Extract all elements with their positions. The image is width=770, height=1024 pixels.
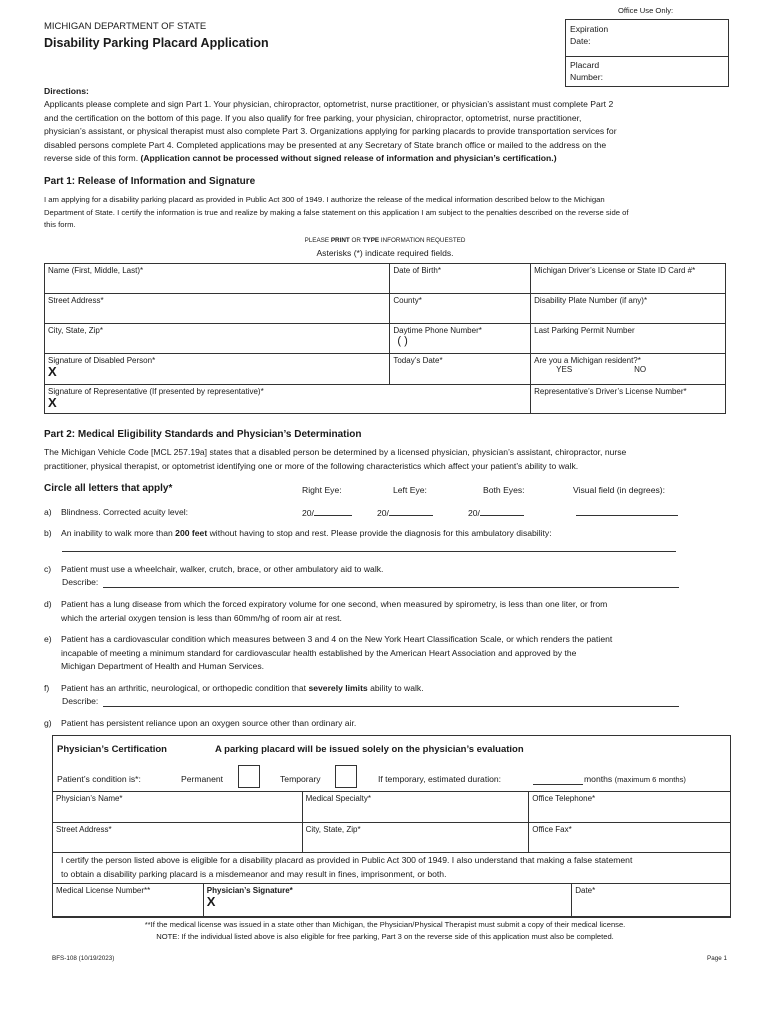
temporary-duration-label: If temporary, estimated duration: [378, 774, 502, 784]
certification-subtitle: A parking placard will be issued solely on the physician’s evaluation [215, 744, 524, 755]
asterisks-note: Asterisks (*) indicate required fields. [316, 248, 454, 258]
describe-f-input[interactable] [103, 706, 679, 707]
part1-text: I am applying for a disability parking placard as provided in Public Act 300 of 1949. I authorize the release of the medical information described below to the Michigan Department of State. I certify the information is true and realize by making a false statement on this application I am subject to the penalties described on the reverse side of this form. [44, 195, 629, 229]
city-state-zip-field[interactable]: City, State, Zip* [45, 324, 390, 354]
physician-signature-table [52, 883, 731, 917]
directions-line: disabled persons complete Part 4. Completed applications may be presented at any Secretary of State branch office or mailed to the address on the [44, 139, 607, 150]
directions-line: and the certification on the bottom of this page. If you also qualify for free parking, your physician, chiropractor, optometrist, nurse practitioner, [44, 112, 582, 123]
part1-table [44, 263, 726, 414]
directions-line: Applicants please complete and sign Part 1. Your physician, chiropractor, optometrist, nurse practitioner, or physician’s assistant must complete Part 2 [44, 99, 614, 109]
please-print-note: PLEASE PRINT OR TYPE INFORMATION REQUESTED [304, 237, 466, 244]
office-use-only-label: Office Use Only: [618, 6, 674, 15]
directions-text [44, 98, 734, 166]
criterion-d[interactable]: d) Patient has a lung disease from which the forced expiratory volume for one second, when measured by spirometry, is less than one liter, or from which the arterial oxygen tension is less than 60mm/hg of room air at rest. [44, 599, 608, 623]
right-eye-label: Right Eye: [302, 485, 342, 495]
disabled-signature-field[interactable]: Signature of Disabled Person* X [45, 354, 390, 385]
office-telephone-field[interactable]: Office Telephone* [529, 792, 731, 823]
both-eyes-acuity-input[interactable]: 20/ [468, 506, 524, 521]
diagnosis-input[interactable] [62, 551, 676, 552]
criterion-f[interactable]: f) Patient has an arthritic, neurological, or orthopedic condition that severely limits ability to walk. [44, 683, 424, 693]
footer-note-license: **If the medical license was issued in a state other than Michigan, the Physician/Physical Therapist must submit a copy of their medical license. [144, 920, 626, 929]
both-eyes-label: Both Eyes: [483, 485, 525, 495]
michigan-resident-field[interactable]: Are you a Michigan resident?* YES NO [531, 354, 726, 385]
todays-date-field[interactable]: Today’s Date* [390, 354, 531, 385]
physician-signature-field[interactable]: Physician’s Signature* X [203, 884, 571, 917]
expiration-date-label: Expiration Date: [570, 24, 609, 46]
page-title: Disability Parking Placard Application [44, 36, 269, 50]
page-number: Page 1 [707, 955, 727, 962]
part2-heading: Part 2: Medical Eligibility Standards and Physician’s Determination [44, 429, 362, 440]
describe-c-label: Describe: [62, 577, 99, 587]
criterion-g[interactable]: g) Patient has persistent reliance upon an oxygen source other than ordinary air. [44, 718, 357, 728]
criterion-a[interactable]: a) Blindness. Corrected acuity level: [44, 507, 189, 517]
representative-license-field[interactable]: Representative’s Driver’s License Number* [531, 385, 726, 414]
months-label: months (maximum 6 months) [584, 774, 686, 784]
permanent-label: Permanent [181, 774, 224, 784]
right-eye-acuity-input[interactable]: 20/ [302, 506, 352, 521]
patient-condition-label: Patient’s condition is*: [57, 774, 141, 784]
directions-line-last: reverse side of this form. (Application cannot be processed without signed release of information and physician’s certification.) [44, 153, 557, 164]
temporary-checkbox[interactable] [335, 765, 357, 788]
resident-yes-option[interactable]: YES [556, 365, 573, 374]
describe-f-label: Describe: [62, 696, 99, 706]
part2-text: The Michigan Vehicle Code [MCL 257.19a] states that a disabled person be determined by a licensed physician, physician’s assistant, chiropractor, nurse practitioner, physical therapist, or optometrist identifying one or more of the following characteristics which affect your patient’s ability to walk. [44, 447, 627, 471]
physician-name-field[interactable]: Physician’s Name* [53, 792, 303, 823]
circle-all-label: Circle all letters that apply* [44, 483, 173, 494]
temporary-duration-input[interactable] [533, 784, 583, 785]
form-id: BFS-108 (10/19/2023) [52, 955, 115, 962]
license-field[interactable]: Michigan Driver’s License or State ID Card #* [531, 264, 726, 294]
medical-specialty-field[interactable]: Medical Specialty* [302, 792, 529, 823]
office-fax-field[interactable]: Office Fax* [529, 823, 731, 853]
dob-field[interactable]: Date of Birth* [390, 264, 531, 294]
physician-city-field[interactable]: City, State, Zip* [302, 823, 529, 853]
certification-statement: I certify the person listed above is eligible for a disability placard as provided in Public Act 300 of 1949. I also understand that making a false statement to obtain a disability parking placard is a misdemeanor and may result in fines, imprisonment, or both. [61, 855, 633, 879]
department-name: MICHIGAN DEPARTMENT OF STATE [44, 21, 207, 32]
left-eye-label: Left Eye: [393, 485, 427, 495]
placard-number-label: Placard Number: [570, 60, 603, 82]
representative-signature-field[interactable]: Signature of Representative (If presented by representative)* X [45, 385, 531, 414]
visual-field-input[interactable] [576, 506, 678, 521]
certification-title: Physician’s Certification [57, 744, 167, 755]
physician-street-field[interactable]: Street Address* [53, 823, 303, 853]
placard-number-box[interactable] [565, 56, 729, 87]
daytime-phone-field[interactable]: Daytime Phone Number* ( ) [390, 324, 531, 354]
name-field[interactable]: Name (First, Middle, Last)* [45, 264, 390, 294]
visual-field-label: Visual field (in degrees): [573, 485, 666, 495]
part1-heading: Part 1: Release of Information and Signature [44, 176, 256, 187]
disability-plate-field[interactable]: Disability Plate Number (if any)* [531, 294, 726, 324]
footer-note-free-parking: NOTE: If the individual listed above is also eligible for free parking, Part 3 on the reverse side of this application must also be completed. [156, 932, 614, 941]
physician-info-table [52, 791, 731, 853]
medical-license-field[interactable]: Medical License Number** [53, 884, 204, 917]
resident-no-option[interactable]: NO [634, 365, 647, 374]
directions-heading: Directions: [44, 86, 89, 96]
permanent-checkbox[interactable] [238, 765, 260, 788]
street-address-field[interactable]: Street Address* [45, 294, 390, 324]
describe-c-input[interactable] [103, 587, 679, 588]
certification-date-field[interactable]: Date* [572, 884, 731, 917]
signature-x-mark: X [48, 395, 57, 410]
temporary-label: Temporary [280, 774, 321, 784]
county-field[interactable]: County* [390, 294, 531, 324]
criterion-b[interactable]: b) An inability to walk more than 200 feet without having to stop and rest. Please provide the diagnosis for this ambulatory disability: [44, 528, 552, 538]
criterion-e[interactable]: e) Patient has a cardiovascular condition which measures between 3 and 4 on the New York Heart Classification Scale, or which renders the patient incapable of meeting a minimum standard for cardiovascular health established by the American Heart Association and approved by the Michigan Department of Health and Human Services. [44, 634, 613, 672]
left-eye-acuity-input[interactable]: 20/ [377, 506, 433, 521]
signature-x-mark: X [206, 894, 216, 909]
expiration-date-box[interactable] [565, 19, 729, 57]
last-permit-field[interactable]: Last Parking Permit Number [531, 324, 726, 354]
signature-x-mark: X [48, 364, 57, 379]
criterion-c[interactable]: c) Patient must use a wheelchair, walker, crutch, brace, or other ambulatory aid to walk. [44, 564, 384, 574]
directions-line: physician’s assistant, or physical therapist must also complete Part 3. Organizations applying for parking placards to provide transportation services for [44, 126, 617, 137]
